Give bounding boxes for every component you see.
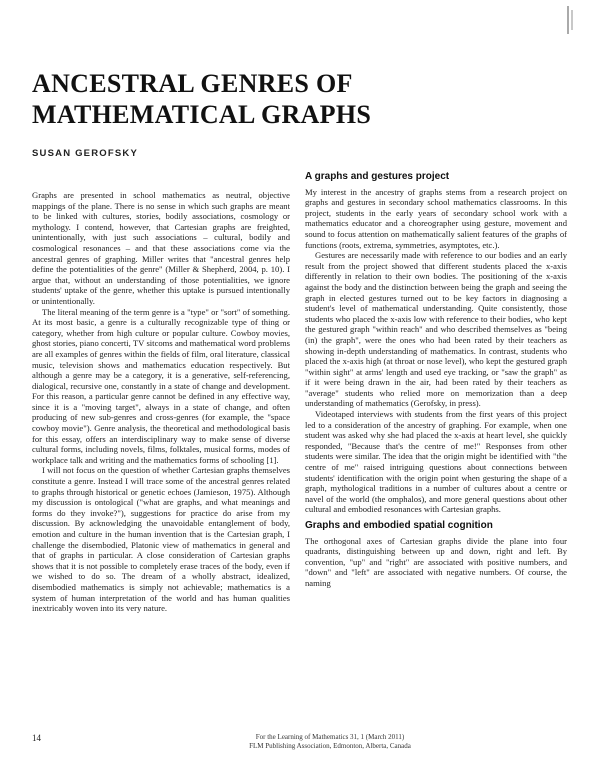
section-heading: A graphs and gestures project bbox=[305, 171, 450, 182]
article-author: SUSAN GEROFSKY bbox=[32, 148, 139, 159]
body-paragraph: The literal meaning of the term genre is a "type" or "sort" of something. At its most basic, a genre is a culturally recognizable type of thing or category, whether from high culture or popular culture. Cowboy movies, ghost stories, piano concerti, TV sitcoms and mathematical word problems are all examples of genres within the fields of film, oral literature, classical music, television shows and mathematics education respectively. But although a genre may be a category, it is a generative, self-referencing, dialogical, recursive one, constantly in a state of change and development. For this reason, a particular genre cannot be defined in any effective way, since it is a "moving target", always in a state of change, and often producing of new sub-genres and cross-genres (for example, the "space cowboy movie"). Genre analysis, the theoretical and methodological basis for this essay, offers an interdisciplinary way to make sense of diverse cultural forms, including novels, films, folktales, musical forms, modes of workplace talk and writing and the mathematics forms of schooling [1]. bbox=[32, 306, 290, 465]
journal-citation bbox=[160, 733, 500, 751]
body-paragraph: Videotaped interviews with students from the first years of this project led to a consideration of the ancestry of graphing. For example, when one student was asked why she had placed the x-axis at heart level, she quickly responded, "Because that's the centre of me!" Responses from other students were similar. The idea that the origin might be identified with "the centre of me" raised intriguing questions about connections between students' identification with the origin point when gesturing the shape of a graph, mythological traditions in a number of cultures about a centre or navel of the world (the omphalos), and more general questions about other cultural and embodied resonances with Cartesian graphs. bbox=[305, 409, 567, 515]
journal-line: For the Learning of Mathematics 31, 1 (March 2011) bbox=[255, 733, 405, 741]
journal-line: FLM Publishing Association, Edmonton, Alberta, Canada bbox=[249, 742, 411, 750]
body-paragraph: Graphs are presented in school mathematics as neutral, objective mappings of the plane. There is no sense in which such graphs are meant to be linked with cultures, stories, bodily associations, cosmology or mythology. I contend, however, that Cartesian graphs are freighted, unintentionally, with just such associations – cultural, bodily and cosmological resonances – and that these associations come via the ancestral genres of graphing. Miller writes that "ancestral genres help define the potentialities of the genre" (Miller & Shepherd, 2004, p. 10). I argue that, without an understanding of those potentialities, we ignore students' uptake of the genre, whether this uptake is pursued intentionally or unintentionally. bbox=[32, 190, 290, 306]
body-paragraph: The orthogonal axes of Cartesian graphs divide the plane into four quadrants, distinguishing between up and down, right and left. By convention, "up" and "right" are associated with positive numbers, and "down" and "left" are associated with negative numbers. Of course, the naming bbox=[305, 535, 567, 588]
body-paragraph: Gestures are necessarily made with reference to our bodies and an early result from the project showed that different students placed the x-axis differently in relation to their own bodies. The positioning of the x-axis against the body and the distinction between being the graph and seeing the graph in elected gestures turned out to be key factors in diagnosing a student's level of mathematical understanding. Quite consistently, those students who placed the x-axis low with reference to their bodies, who kept the gestured graph "within reach" and who described themselves as "being (in) the graph", were the ones who had been rated by their teachers as showing in-depth understanding of mathematics. In contrast, students who placed the x-axis high (at throat or nose level), who kept the gestured graph "within sight" at arms' length and used eye tracking, or "saw the graph" as if it were being drawn in the air, had been rated by their teachers as "average" students who relied more on memorization than a deep understanding of mathematics (Gerofsky, in press). bbox=[305, 250, 567, 409]
page-corner-mark bbox=[566, 6, 578, 34]
section-heading: Graphs and embodied spatial cognition bbox=[305, 520, 493, 531]
left-column bbox=[32, 190, 290, 614]
page-number: 14 bbox=[32, 733, 41, 743]
right-column bbox=[305, 172, 567, 589]
body-paragraph: My interest in the ancestry of graphs stems from a research project on graphs and gestures in secondary school mathematics classrooms. In this project, students in the early years of secondary school work with a mathematics educator and a choreographer using gesture, movement and sound to focus attention on mathematically salient features of the graphs of functions (roots, extrema, symmetries, asymptotes, etc.). bbox=[305, 186, 567, 250]
article-title: ANCESTRAL GENRES OF MATHEMATICAL GRAPHS bbox=[32, 69, 372, 129]
body-paragraph: I will not focus on the question of whether Cartesian graphs themselves constitute a genre. Instead I will trace some of the ancestral genres related to graphs through historical or genetic echoes (Jamieson, 1975). Although my discussion is ontological ("what are graphs, and what meanings and forms do they invoke?"), suggestions for practice do arise from my discussion. By acknowledging the unavoidable entanglement of body, emotion and culture in the human invention that is the Cartesian graph, I challenge the disembodied, Platonic view of mathematics in general and that of graphs in particular. A close consideration of Cartesian graphs shows that it is not possible to completely erase traces of the body, even if we wished to do so. The dream of a wholly abstract, idealized, disembodied mathematics is simply not achievable; mathematics is a system of human interpretation of the world and has human qualities inextricably woven into its very nature. bbox=[32, 465, 290, 614]
